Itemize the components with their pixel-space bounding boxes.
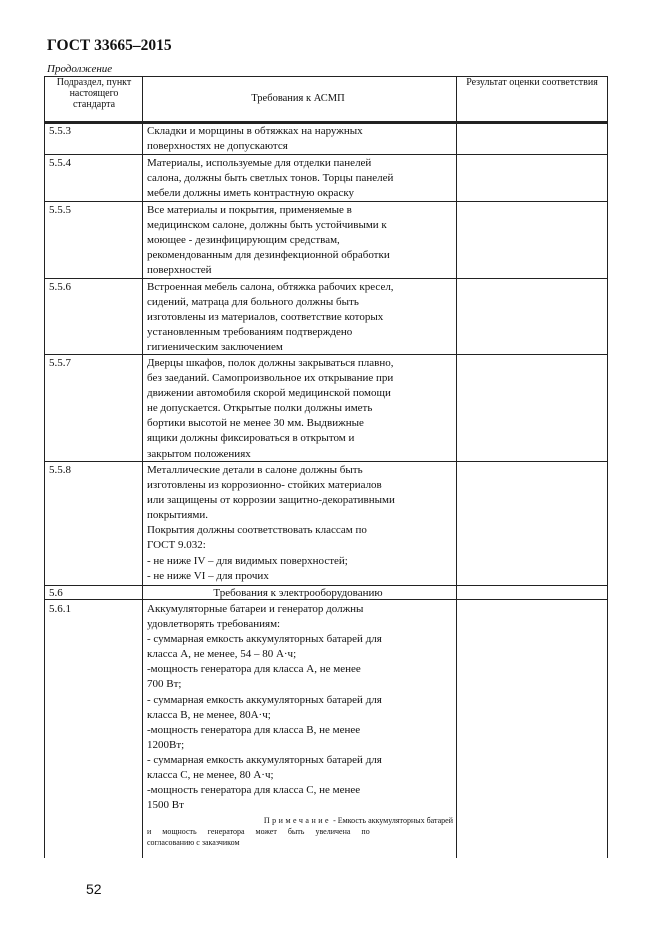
requirement-line: - не ниже VI – для прочих <box>147 569 269 582</box>
row-number: 5.5.3 <box>49 125 71 137</box>
requirement-line: без заеданий. Самопроизвольное их открывание при <box>147 372 394 385</box>
requirement-line: 1200Вт; <box>147 738 185 751</box>
note-line: и мощность генератора может быть увеличена по <box>147 827 370 836</box>
requirement-line: Аккумуляторные батареи и генератор должны <box>147 603 364 615</box>
requirement-line: Металлические детали в салоне должны быть <box>147 464 363 476</box>
requirement-line: не допускается. Открытые полки должны иметь <box>147 402 373 415</box>
column-divider <box>142 76 143 858</box>
requirement-line: класса А, не менее, 54 – 80 А·ч; <box>147 648 297 661</box>
requirements-table <box>44 76 608 858</box>
row-number: 5.6.1 <box>49 603 71 615</box>
row-number: 5.5.6 <box>49 281 71 293</box>
continuation-label: Продолжение <box>47 63 113 75</box>
requirement-line: -мощность генератора для класса А, не менее <box>147 663 361 676</box>
requirement-line: салона, должны быть светлых тонов. Торцы панелей <box>147 172 394 185</box>
requirement-line: ГОСТ 9.032: <box>147 539 206 552</box>
note-label: Примечание <box>263 816 332 825</box>
row-requirement <box>147 203 453 278</box>
requirement-line: медицинском салоне, должны быть устойчивыми к <box>147 219 387 232</box>
row-number: 5.5.5 <box>49 204 71 216</box>
requirement-line: бортики высотой не менее 30 мм. Выдвижные <box>147 417 364 430</box>
requirement-line: Материалы, используемые для отделки панелей <box>147 157 372 169</box>
requirement-line: ящики должны фиксироваться в открытом и <box>147 432 355 445</box>
note-line: согласованию с заказчиком <box>147 838 240 847</box>
header-requirements-column: Требования к АСМП <box>251 93 345 104</box>
requirement-line: рекомендованным для дезинфекционной обработки <box>147 249 390 262</box>
requirement-line: удовлетворять требованиям: <box>147 618 281 631</box>
requirement-line: 1500 Вт <box>147 799 184 812</box>
row-requirement <box>147 156 453 201</box>
requirement-line: или защищены от коррозии защитно-декоративными <box>147 494 395 507</box>
column-divider <box>456 76 457 858</box>
requirement-line: Покрытия должны соответствовать классам по <box>147 524 367 537</box>
requirement-line: класса С, не менее, 80 А·ч; <box>147 769 274 782</box>
requirement-line: класса В, не менее, 80А·ч; <box>147 708 271 721</box>
requirement-line: -мощность генератора для класса С, не менее <box>147 784 361 797</box>
row-requirement <box>147 602 453 813</box>
row-requirement <box>147 463 453 584</box>
requirement-line: - суммарная емкость аккумуляторных батарей для <box>147 753 382 766</box>
requirement-line: установленным требованиям подтверждено <box>147 326 353 339</box>
requirement-line: изготовлены из коррозионно- стойких материалов <box>147 479 382 492</box>
requirement-line: мебели должны иметь контрастную окраску <box>147 187 355 200</box>
note-line <box>147 815 453 826</box>
row-requirement <box>147 280 453 355</box>
requirement-line: моющее - дезинфицирующим средствам, <box>147 234 340 247</box>
requirement-line: Дверцы шкафов, полок должны закрываться плавно, <box>147 357 394 369</box>
row-number: 5.5.8 <box>49 464 71 476</box>
requirement-line: 700 Вт; <box>147 678 182 691</box>
requirement-line: - не ниже IV – для видимых поверхностей; <box>147 554 348 567</box>
row-number: 5.5.4 <box>49 157 71 169</box>
requirement-line: изготовлены из материалов, соответствие которых <box>147 311 384 324</box>
requirement-line: движении автомобиля скорой медицинской помощи <box>147 387 391 400</box>
document-title: ГОСТ 33665–2015 <box>47 37 172 54</box>
requirement-line: - суммарная емкость аккумуляторных батарей для <box>147 693 382 706</box>
header-result-column: Результат оценки соответствия <box>466 77 598 88</box>
section-heading: Требования к электрооборудованию <box>213 587 383 599</box>
requirement-line: закрытом положениях <box>147 447 251 460</box>
requirement-line: сидений, матраца для больного должны быть <box>147 296 359 309</box>
page-number: 52 <box>86 881 102 897</box>
requirement-line: поверхностях не допускаются <box>147 140 288 153</box>
requirement-line: Встроенная мебель салона, обтяжка рабочих кресел, <box>147 281 394 293</box>
table-note <box>147 815 453 848</box>
header-section-column: Подраздел, пункт настоящего стандарта <box>56 77 132 110</box>
row-requirement <box>147 124 453 154</box>
requirement-line: покрытиями. <box>147 509 208 522</box>
requirement-line: Все материалы и покрытия, применяемые в <box>147 204 352 216</box>
requirement-line: -мощность генератора для класса В, не менее <box>147 723 361 736</box>
requirement-line: поверхностей <box>147 264 212 277</box>
row-requirement <box>147 356 453 462</box>
row-number: 5.6 <box>49 587 63 599</box>
requirement-line: - суммарная емкость аккумуляторных батарей для <box>147 633 382 646</box>
note-text: - Емкость аккумуляторных батарей <box>331 816 453 825</box>
requirement-line: Складки и морщины в обтяжках на наружных <box>147 125 363 137</box>
row-number: 5.5.7 <box>49 357 71 369</box>
requirement-line: гигиеническим заключением <box>147 341 283 354</box>
